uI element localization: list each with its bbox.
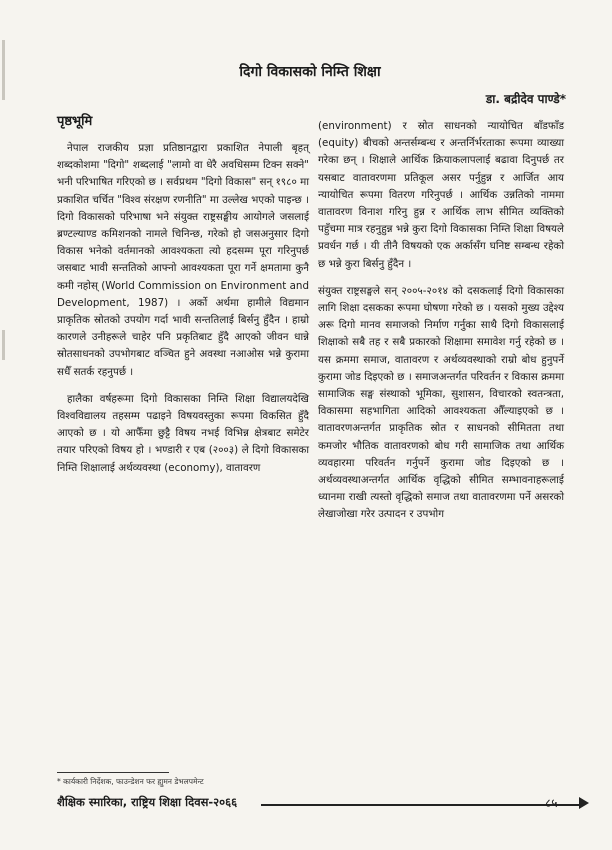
page-footer <box>57 795 567 817</box>
scan-edge-mark <box>2 40 5 100</box>
journal-name: शैक्षिक स्मारिका, राष्ट्रिय शिक्षा दिवस-२०६६ <box>57 795 238 809</box>
footnote-divider <box>57 772 169 773</box>
page-number: ८५ <box>545 796 558 810</box>
right-column <box>318 118 564 534</box>
article-author: डा. बद्रीदेव पाण्डे* <box>485 92 566 106</box>
paragraph: नेपाल राजकीय प्रज्ञा प्रतिष्ठानद्वारा प्रकाशित नेपाली बृहत् शब्दकोशमा "दिगो" शब्दलाई "लामो वा धेरै अवधिसम्म टिक्न सक्ने" भनी परिभाषित गरिएको छ । सर्वप्रथम "दिगो विकास" सन् १९८० मा प्रकाशित चर्चित "विश्व संरक्षण रणनीति" मा उल्लेख भएको पाइन्छ । दिगो विकासको परिभाषा भने संयुक्त राष्ट्रसङ्घीय आयोगले जसलाई ब्रण्टल्याण्ड कमिशनको नामले चिनिन्छ, गरेको हो जसअनुसार दिगो विकास भनेको वर्तमानको आवश्यकता त्यो हदसम्म पूरा गरिनुपर्छ जसबाट भावी सन्ततिको आफ्नो आवश्यकता पूरा गर्ने क्षमतामा कुनै कमी नहोस् (World Commission on Environment and Development, 1987) । अर्को अर्थमा हामीले विद्यमान प्राकृतिक स्रोतको उपयोग गर्दा भावी सन्ततिलाई बिर्सनु हुँदैन । हाम्रो कारणले उनीहरूले चाहेर पनि प्रकृतिबाट हुँदै आएको जीवन धान्ने स्रोतसाधनको उपभोगबाट वञ्चित हुने अवस्था नआओस भन्ने कुरामा सधैँ सतर्क रहनुपर्छ । <box>57 142 309 378</box>
paragraph: संयुक्त राष्ट्रसङ्घले सन् २००५-२०१४ को दसकलाई दिगो विकासका लागि शिक्षा दसकका रूपमा घोषणा गरेको छ । यसको मुख्य उद्देश्य अरू दिगो मानव समाजको निर्माण गर्नुका साथै दिगो विकासलाई शिक्षाको सबै तह र सबै प्रकारको शिक्षामा समावेश गर्नु रहेको छ । यस क्रममा समाज, वातावरण र अर्थव्यवस्थाको राम्रो बोध हुनुपर्ने कुरामा जोड दिइएको छ । समाजअन्तर्गत परिवर्तन र विकास क्रममा सामाजिक सङ्घ संस्थाको भूमिका, सुशासन, विचारको स्वतन्त्रता, विकासमा सहभागिता आदिको आवश्यकता औँल्याइएको छ । वातावरणअन्तर्गत प्राकृतिक स्रोत र साधनको सीमितता तथा कमजोर भौतिक वातावरणको बोध गरी सामाजिक तथा आर्थिक व्यवहारमा परिवर्तन गर्नुपर्ने कुरामा जोड दिइएको छ । अर्थव्यवस्थाअन्तर्गत आर्थिक वृद्धिको सीमित सम्भावनाहरूलाई ध्यानमा राखी त्यस्तो वृद्धिको समाज तथा वातावरणमा पर्ने असरको लेखाजोखा गरेर उत्पादन र उपभोग <box>318 284 564 521</box>
paragraph: हालैका वर्षहरूमा दिगो विकासका निम्ति शिक्षा विद्यालयदेखि विश्वविद्यालय तहसम्म पढाइने विषयवस्तुका रूपमा विकसित हुँदै आएको छ । यो आफैँमा छुट्टै विषय नभई विभिन्न क्षेत्रबाट समेटेर तयार परिएको विषय हो । भण्डारी र एब (२००३) ले दिगो विकासका निम्ति शिक्षालाई अर्थव्यवस्था (economy), वातावरण <box>57 392 309 474</box>
footer-rule <box>261 804 581 806</box>
section-heading: पृष्ठभूमि <box>57 114 93 129</box>
left-column <box>57 112 309 487</box>
scan-edge-mark <box>2 330 5 360</box>
paragraph: (environment) र स्रोत साधनको न्यायोचित बाँडफाँड (equity) बीचको अन्तर्सम्बन्ध र अन्तर्निर्भरताका रूपमा व्याख्या गरेका छन् । शिक्षाले आर्थिक क्रियाकलापलाई बढावा दिनुपर्छ तर यसबाट वातावरणमा प्रतिकूल असर पर्नुहुन्न र आर्जित आय न्यायोचित रूपमा वितरण गरिनुपर्छ । आर्थिक उन्नतिको नाममा वातावरण विनाश गरिनु हुन्न र आर्थिक लाभ सीमित व्यक्तिको पहुँचमा मात्र रहनुहुन्न भन्ने कुरा दिगो विकासका निम्ति शिक्षा विषयले प्रवर्धन गर्छ । यी तीनै विषयको एक अर्कासँग घनिष्ट सम्बन्ध रहेको छ भन्ने कुरा बिर्सनु हुँदैन । <box>318 120 564 270</box>
footnote: * कार्यकारी निर्देशक, फाउन्डेशन फर ह्युमन डेभलपमेन्ट <box>57 777 204 786</box>
article-title: दिगो विकासको निम्ति शिक्षा <box>239 64 381 80</box>
arrow-right-icon <box>579 797 589 809</box>
